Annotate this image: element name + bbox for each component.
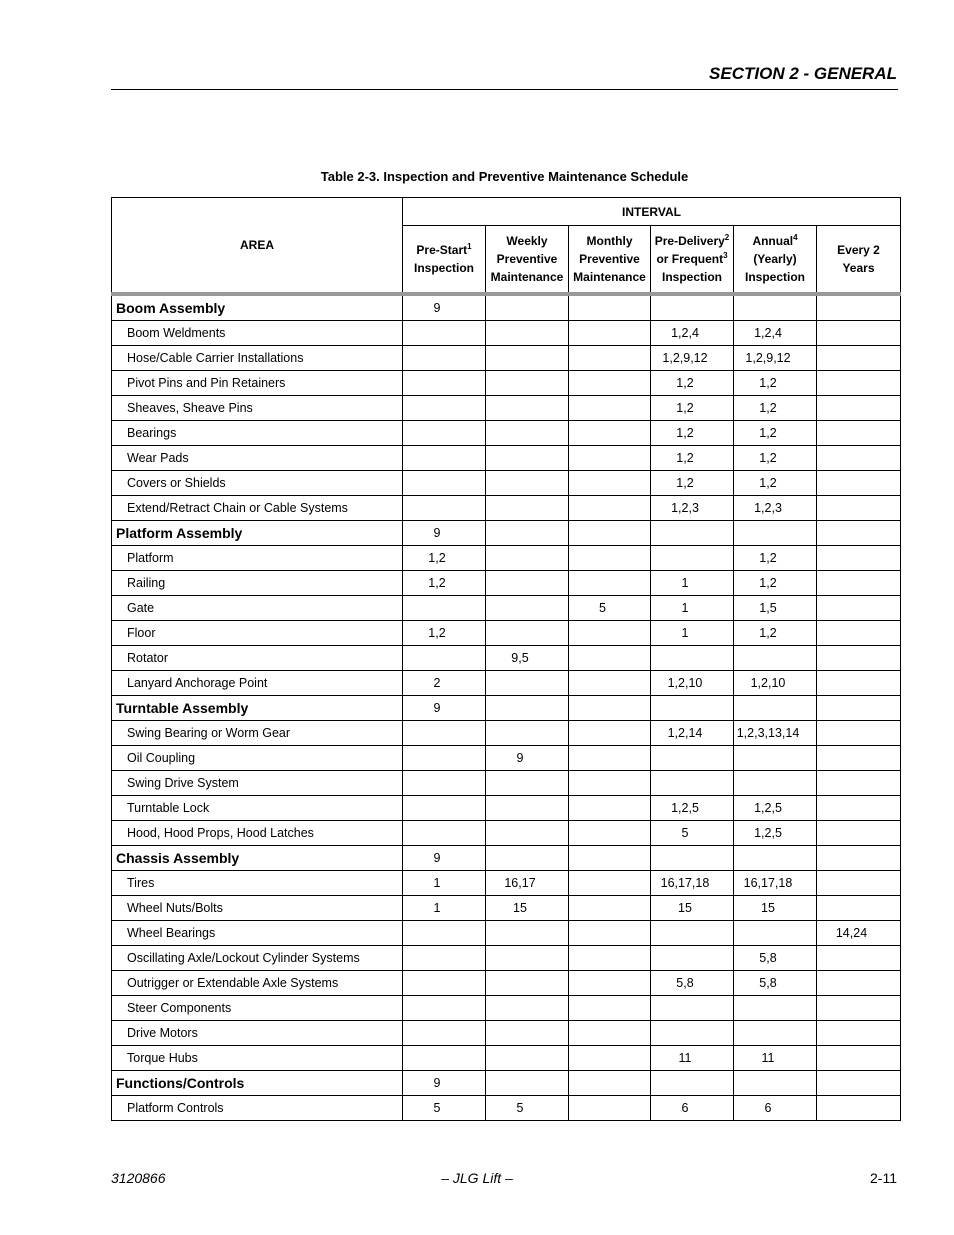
area-label: Railing (112, 571, 403, 596)
interval-cell (569, 521, 651, 546)
interval-cell (817, 596, 901, 621)
interval-cell: 15 (486, 896, 569, 921)
maintenance-schedule-table (111, 197, 901, 1121)
interval-cell (569, 446, 651, 471)
interval-cell (569, 1021, 651, 1046)
interval-cell (734, 646, 817, 671)
interval-cell (817, 821, 901, 846)
interval-cell: 1 (403, 896, 486, 921)
interval-cell (817, 1021, 901, 1046)
interval-cell (569, 796, 651, 821)
interval-cell (486, 371, 569, 396)
interval-cell (817, 1071, 901, 1096)
table-group-row (112, 521, 901, 546)
interval-cell (403, 946, 486, 971)
interval-cell (569, 1046, 651, 1071)
interval-cell (569, 971, 651, 996)
interval-cell: 1,2 (651, 446, 734, 471)
table-row (112, 1021, 901, 1046)
table-row (112, 671, 901, 696)
interval-cell (817, 896, 901, 921)
interval-cell (817, 946, 901, 971)
interval-cell (817, 396, 901, 421)
interval-cell (817, 546, 901, 571)
interval-cell (569, 771, 651, 796)
interval-cell (403, 821, 486, 846)
interval-cell (734, 1021, 817, 1046)
interval-cell (569, 371, 651, 396)
interval-cell (734, 771, 817, 796)
interval-cell (569, 896, 651, 921)
interval-cell: 9 (403, 696, 486, 721)
interval-cell (651, 921, 734, 946)
interval-cell (486, 596, 569, 621)
interval-cell (817, 346, 901, 371)
interval-cell: 1,2,14 (651, 721, 734, 746)
interval-cell (486, 771, 569, 796)
interval-cell: 1,2 (734, 396, 817, 421)
table-row (112, 646, 901, 671)
area-label: Outrigger or Extendable Axle Systems (112, 971, 403, 996)
table-row (112, 546, 901, 571)
interval-cell: 9,5 (486, 646, 569, 671)
interval-cell (817, 871, 901, 896)
col-weekly-header: Weekly Preventive Maintenance (486, 226, 569, 295)
col-pre-delivery-header: Pre-Delivery$^2$ or Frequent$^3$ Inspection (651, 226, 734, 295)
area-label: Wheel Nuts/Bolts (112, 896, 403, 921)
interval-cell (569, 821, 651, 846)
interval-cell: 15 (734, 896, 817, 921)
interval-cell (651, 294, 734, 321)
interval-cell (486, 321, 569, 346)
table-body (112, 294, 901, 1121)
interval-cell (403, 496, 486, 521)
interval-cell: 1,2 (403, 546, 486, 571)
area-label: Swing Drive System (112, 771, 403, 796)
header-divider (111, 89, 898, 90)
interval-cell (817, 294, 901, 321)
table-row (112, 321, 901, 346)
interval-cell: 9 (403, 846, 486, 871)
interval-cell: 9 (403, 294, 486, 321)
interval-header: INTERVAL (403, 198, 901, 226)
interval-cell (486, 1046, 569, 1071)
table-caption: Table 2-3. Inspection and Preventive Maintenance Schedule (320, 169, 689, 184)
interval-cell (569, 294, 651, 321)
interval-cell: 1,2,9,12 (734, 346, 817, 371)
interval-cell (486, 996, 569, 1021)
interval-cell: 1,2 (734, 446, 817, 471)
interval-cell (651, 696, 734, 721)
area-label: Tires (112, 871, 403, 896)
interval-cell: 16,17,18 (651, 871, 734, 896)
interval-cell (651, 746, 734, 771)
area-label: Hood, Hood Props, Hood Latches (112, 821, 403, 846)
interval-cell (651, 771, 734, 796)
interval-cell (403, 771, 486, 796)
interval-cell: 1,2,4 (651, 321, 734, 346)
interval-cell: 1,2 (651, 421, 734, 446)
interval-cell (486, 346, 569, 371)
interval-cell (817, 621, 901, 646)
interval-cell: 5,8 (734, 971, 817, 996)
area-label: Hose/Cable Carrier Installations (112, 346, 403, 371)
interval-cell (734, 696, 817, 721)
interval-cell (817, 571, 901, 596)
interval-cell (486, 946, 569, 971)
area-label: Floor (112, 621, 403, 646)
interval-cell (486, 796, 569, 821)
interval-cell: 1,2,5 (734, 821, 817, 846)
interval-cell (403, 996, 486, 1021)
col-monthly-header: Monthly Preventive Maintenance (569, 226, 651, 295)
interval-cell: 1,2 (734, 471, 817, 496)
interval-cell (486, 521, 569, 546)
interval-cell (734, 1071, 817, 1096)
interval-cell (651, 996, 734, 1021)
area-label: Drive Motors (112, 1021, 403, 1046)
area-label: Extend/Retract Chain or Cable Systems (112, 496, 403, 521)
interval-cell (403, 471, 486, 496)
area-label: Platform (112, 546, 403, 571)
interval-cell (817, 496, 901, 521)
interval-cell (651, 946, 734, 971)
interval-cell (817, 371, 901, 396)
interval-cell (734, 521, 817, 546)
table-row (112, 871, 901, 896)
table-row (112, 721, 901, 746)
interval-cell (734, 294, 817, 321)
interval-cell: 1,2,3 (651, 496, 734, 521)
area-label: Gate (112, 596, 403, 621)
interval-cell (817, 1096, 901, 1121)
interval-cell (817, 746, 901, 771)
interval-cell (569, 321, 651, 346)
interval-cell: 9 (403, 1071, 486, 1096)
interval-cell: 1,2 (651, 396, 734, 421)
interval-cell (486, 696, 569, 721)
interval-cell (817, 521, 901, 546)
table-row (112, 896, 901, 921)
interval-cell (486, 294, 569, 321)
doc-number: 3120866 (111, 1170, 166, 1186)
interval-cell: 11 (651, 1046, 734, 1071)
area-label: Lanyard Anchorage Point (112, 671, 403, 696)
interval-cell: 2 (403, 671, 486, 696)
area-label: Bearings (112, 421, 403, 446)
interval-cell: 1 (403, 871, 486, 896)
interval-cell: 1,2 (734, 546, 817, 571)
interval-cell (817, 321, 901, 346)
interval-cell (403, 596, 486, 621)
interval-cell: 1,2 (403, 621, 486, 646)
table-group-row (112, 294, 901, 321)
interval-cell (569, 671, 651, 696)
section-title: SECTION 2 - GENERAL (709, 64, 897, 83)
interval-cell (569, 546, 651, 571)
interval-cell (403, 446, 486, 471)
interval-cell (734, 921, 817, 946)
interval-cell (403, 321, 486, 346)
interval-cell (403, 1046, 486, 1071)
interval-cell (486, 546, 569, 571)
interval-cell: 1,2 (403, 571, 486, 596)
table-row (112, 771, 901, 796)
table-row (112, 371, 901, 396)
interval-cell (569, 621, 651, 646)
interval-cell (734, 746, 817, 771)
interval-cell (817, 721, 901, 746)
interval-cell (569, 946, 651, 971)
interval-cell (817, 996, 901, 1021)
interval-cell (403, 796, 486, 821)
interval-cell: 14,24 (817, 921, 901, 946)
interval-cell (486, 421, 569, 446)
area-label: Wheel Bearings (112, 921, 403, 946)
table-row (112, 1046, 901, 1071)
table-row (112, 496, 901, 521)
interval-cell (486, 621, 569, 646)
interval-cell: 6 (734, 1096, 817, 1121)
interval-cell (651, 646, 734, 671)
interval-cell (569, 696, 651, 721)
table-group-row (112, 696, 901, 721)
interval-cell: 9 (486, 746, 569, 771)
interval-cell: 5 (486, 1096, 569, 1121)
interval-cell (569, 721, 651, 746)
interval-cell (651, 846, 734, 871)
interval-cell: 1,2 (734, 571, 817, 596)
interval-cell (403, 396, 486, 421)
table-group-row (112, 846, 901, 871)
interval-cell: 1 (651, 621, 734, 646)
area-label: Torque Hubs (112, 1046, 403, 1071)
interval-cell (403, 421, 486, 446)
interval-cell: 1,2,10 (734, 671, 817, 696)
interval-cell: 16,17,18 (734, 871, 817, 896)
interval-cell (486, 721, 569, 746)
group-area-label: Boom Assembly (112, 294, 403, 321)
interval-cell (817, 421, 901, 446)
interval-cell (817, 446, 901, 471)
interval-cell (817, 646, 901, 671)
interval-cell: 1,2,5 (651, 796, 734, 821)
interval-cell: 1,2,3,13,14 (734, 721, 817, 746)
interval-cell (569, 996, 651, 1021)
interval-cell (569, 396, 651, 421)
interval-cell: 1,2,9,12 (651, 346, 734, 371)
interval-cell (817, 771, 901, 796)
interval-cell (486, 396, 569, 421)
interval-cell (569, 1071, 651, 1096)
table-row (112, 996, 901, 1021)
col-pre-start-header: Pre-Start$^1$ Inspection (403, 226, 486, 295)
footer-brand: – JLG Lift – (441, 1170, 513, 1186)
area-label: Covers or Shields (112, 471, 403, 496)
interval-cell: 15 (651, 896, 734, 921)
interval-cell (569, 846, 651, 871)
area-label: Pivot Pins and Pin Retainers (112, 371, 403, 396)
group-area-label: Platform Assembly (112, 521, 403, 546)
interval-cell: 6 (651, 1096, 734, 1121)
interval-cell (403, 1021, 486, 1046)
col-annual-header: Annual$^4$ (Yearly) Inspection (734, 226, 817, 295)
interval-cell (403, 971, 486, 996)
interval-cell (569, 921, 651, 946)
table-row (112, 571, 901, 596)
interval-cell (569, 871, 651, 896)
table-row (112, 396, 901, 421)
interval-cell: 16,17 (486, 871, 569, 896)
area-label: Rotator (112, 646, 403, 671)
interval-cell (817, 471, 901, 496)
table-group-row (112, 1071, 901, 1096)
interval-cell (734, 846, 817, 871)
table-row (112, 471, 901, 496)
interval-cell (486, 1021, 569, 1046)
interval-cell (486, 846, 569, 871)
interval-cell: 5,8 (734, 946, 817, 971)
area-label: Oil Coupling (112, 746, 403, 771)
table-row (112, 946, 901, 971)
interval-cell (651, 1021, 734, 1046)
table-row (112, 346, 901, 371)
interval-cell: 1,2 (651, 471, 734, 496)
interval-cell (651, 521, 734, 546)
interval-cell: 5 (403, 1096, 486, 1121)
interval-cell (569, 421, 651, 446)
interval-cell (486, 971, 569, 996)
interval-cell (734, 996, 817, 1021)
area-label: Swing Bearing or Worm Gear (112, 721, 403, 746)
interval-cell (817, 846, 901, 871)
interval-cell (403, 371, 486, 396)
interval-cell (486, 496, 569, 521)
interval-cell (651, 546, 734, 571)
interval-cell: 1,2 (734, 421, 817, 446)
interval-cell: 5,8 (651, 971, 734, 996)
interval-cell (817, 1046, 901, 1071)
area-label: Sheaves, Sheave Pins (112, 396, 403, 421)
interval-cell: 11 (734, 1046, 817, 1071)
interval-cell (569, 646, 651, 671)
interval-cell (817, 796, 901, 821)
table-row (112, 821, 901, 846)
interval-cell: 1,2,5 (734, 796, 817, 821)
interval-cell: 1,5 (734, 596, 817, 621)
table-row (112, 796, 901, 821)
interval-cell: 1,2,10 (651, 671, 734, 696)
table-row (112, 596, 901, 621)
interval-cell (569, 571, 651, 596)
interval-cell: 5 (569, 596, 651, 621)
interval-cell: 1,2 (651, 371, 734, 396)
group-area-label: Functions/Controls (112, 1071, 403, 1096)
table-row (112, 1096, 901, 1121)
interval-cell (486, 1071, 569, 1096)
area-label: Platform Controls (112, 1096, 403, 1121)
interval-cell (486, 446, 569, 471)
interval-cell (569, 496, 651, 521)
interval-cell: 1 (651, 596, 734, 621)
area-column-header: AREA (112, 198, 403, 295)
interval-cell (486, 921, 569, 946)
interval-cell: 5 (651, 821, 734, 846)
interval-cell (651, 1071, 734, 1096)
table-row (112, 421, 901, 446)
interval-cell (403, 646, 486, 671)
interval-cell (817, 971, 901, 996)
interval-cell (569, 471, 651, 496)
interval-cell: 1,2 (734, 621, 817, 646)
interval-cell (569, 1096, 651, 1121)
interval-cell (569, 746, 651, 771)
interval-cell (817, 671, 901, 696)
interval-cell (486, 821, 569, 846)
table-row (112, 921, 901, 946)
interval-cell (486, 571, 569, 596)
interval-cell (403, 746, 486, 771)
area-label: Steer Components (112, 996, 403, 1021)
table-row (112, 446, 901, 471)
area-label: Turntable Lock (112, 796, 403, 821)
interval-cell (569, 346, 651, 371)
col-every-2-years-header: Every 2 Years (817, 226, 901, 295)
interval-cell (403, 921, 486, 946)
interval-cell (817, 696, 901, 721)
page-number: 2-11 (870, 1170, 897, 1186)
area-label: Wear Pads (112, 446, 403, 471)
area-label: Oscillating Axle/Lockout Cylinder Systems (112, 946, 403, 971)
group-area-label: Turntable Assembly (112, 696, 403, 721)
interval-cell (486, 671, 569, 696)
group-area-label: Chassis Assembly (112, 846, 403, 871)
interval-cell: 1,2 (734, 371, 817, 396)
interval-cell: 1,2,3 (734, 496, 817, 521)
interval-cell: 1,2,4 (734, 321, 817, 346)
table-row (112, 621, 901, 646)
interval-cell (403, 721, 486, 746)
table-row (112, 971, 901, 996)
interval-cell (403, 346, 486, 371)
table-row (112, 746, 901, 771)
interval-cell (486, 471, 569, 496)
area-label: Boom Weldments (112, 321, 403, 346)
interval-cell: 9 (403, 521, 486, 546)
interval-cell: 1 (651, 571, 734, 596)
